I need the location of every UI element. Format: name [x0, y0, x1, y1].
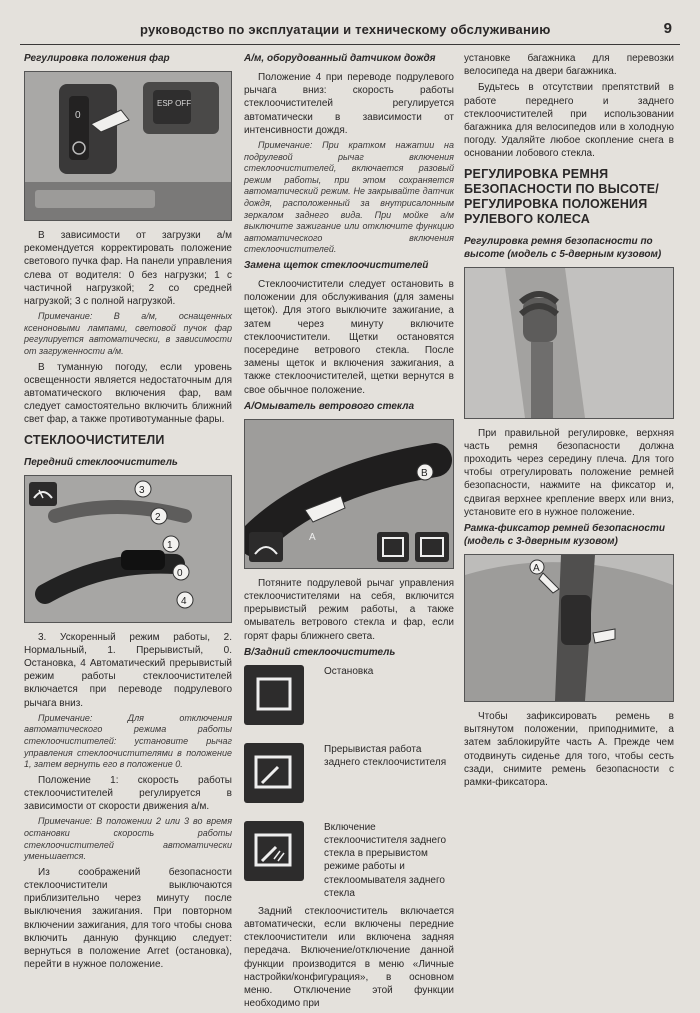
- rain-sensor-subhead: А/м, оборудованный датчиком дождя: [244, 53, 436, 64]
- page-header: [20, 18, 680, 45]
- rain-note: Примечание: При кратком нажатии на подрулевой рычаг включения стеклоочистителей, включается разовый режим работы, при этом сохраняется автоматический режим. Не закрывайте датчик дождя, расположенный за внутрисалонным зеркалом заднего вида. При мойке а/м выключите зажигание или отключите функцию автоматического включения стеклоочистителей.: [244, 140, 454, 255]
- column-middle: [244, 52, 454, 1013]
- wiper-pos-2: 2: [155, 511, 161, 523]
- column-left: [24, 52, 232, 974]
- belt-frame-illustration: [465, 555, 673, 701]
- washer-stalk-illustration: [245, 420, 453, 568]
- blade-paragraph-1: Стеклоочистители следует остановить в положении для обслуживания (для замены щеток). Для этого выключите зажигание, а затем через минуту включите стеклоочистители. Щетки остановятся посередине ветрового стекла. После замены щеток и включения зажигания, а также стеклоочистителей, щетки вернутся в свое обычное положение.: [244, 278, 454, 396]
- continued-paragraph-2: Будьтесь в отсутствии препятствий в работе переднего и заднего стеклоочистителей при использовании багажника для велосипедов или в холодную погоду. Удаляйте любое скопление снега в основании лобового стекла.: [464, 82, 674, 160]
- rain-paragraph-1: Положение 4 при переводе подрулевого рычага вниз: скорость работы стеклоочистителей регулируется автоматически в зависимости от интенсивности дождя.: [244, 72, 454, 136]
- wiper-note-2: Примечание: В положении 2 или 3 во время остановки скорость работы стеклоочистителей автоматически уменьшается.: [24, 816, 232, 862]
- belt-height-photo: [464, 267, 674, 419]
- rear-icon-3-text: Включение стеклоочистителя заднего стекла в прерывистом режиме работы и стеклоомывателя заднего стекла: [324, 821, 447, 899]
- headlight-subhead: Регулировка положения фар: [24, 53, 170, 64]
- blade-subhead: Замена щеток стеклоочистителей: [244, 259, 429, 271]
- header-title: руководство по эксплуатации и техническому обслуживанию: [140, 22, 551, 37]
- washer-label-b: B: [421, 467, 428, 479]
- belt-paragraph-1: При правильной регулировке, верхняя часть ремня безопасности должна проходить через середину плеча. Для того чтобы отрегулировать положение ремней безопасности, нажмите на фиксатор и, сдвигая верхнее крепление вверх или вниз, установите его в нужное положение.: [464, 427, 674, 518]
- column-right: [464, 52, 674, 792]
- washer-label-a: A: [309, 531, 316, 543]
- wiper-pos-4: 4: [181, 595, 187, 607]
- continued-paragraph-1: установке багажника для перевозки велосипеда на двери багажника.: [464, 53, 674, 78]
- wiper-pos-3: 3: [139, 484, 145, 496]
- esp-off-label: ESP OFF: [157, 99, 192, 108]
- rear-wiper-stop-icon: [244, 665, 304, 725]
- belt-frame-photo: [464, 554, 674, 702]
- washer-paragraph-1: Потяните подрулевой рычаг управления стеклоочистителями на себя, включится прерывистый режим работы, а также омыватель ветрового стекла и фар, если горят фары ближнего света.: [244, 577, 454, 642]
- headlight-switch-illustration: [25, 72, 231, 220]
- wiper-paragraph-1: 3. Ускоренный режим работы, 2. Нормальный, 1. Прерывистый, 0. Остановка, 4 Автоматический прерывистый режим работы стеклоочистителей включается при переводе подрулевого рычага вниз.: [24, 631, 232, 709]
- rear-wiper-subhead: В/Задний стеклоочиститель: [244, 646, 396, 658]
- rear-wiper-intermittent-icon: [244, 743, 304, 803]
- headlight-paragraph-2: В туманную погоду, если уровень освещенности является недостаточным для автоматического включения фар, вам следует самостоятельно включить ближний свет фар, а также противотуманные фары.: [24, 361, 232, 426]
- belt-height-illustration: [465, 268, 673, 418]
- rear-icon-1-text: Остановка: [324, 665, 374, 677]
- headlight-note: Примечание: В а/м, оснащенных ксеноновыми лампами, световой пучок фар регулируется автоматически, в зависимости от загруженности а/м.: [24, 311, 232, 356]
- headlight-paragraph-1: В зависимости от загрузки а/м рекомендуется корректировать положение светового пучка фар. На панели управления слева от водителя: 0 без нагрузки; 1 с частичной нагрузкой; 2 со средней нагрузкой; 3 с полной нагрузкой.: [24, 230, 232, 308]
- frame-label-a: A: [533, 563, 540, 575]
- dial-zero-label: 0: [75, 110, 81, 121]
- rear-icon-row-intermittent: [244, 743, 454, 809]
- headlight-switch-photo: [24, 71, 232, 221]
- wiper-stalk-photo: [24, 475, 232, 623]
- washer-stalk-photo: [244, 419, 454, 569]
- rear-icon-row-washer: [244, 821, 454, 899]
- rear-icon-2-text: Прерывистая работа заднего стеклоочистителя: [324, 743, 447, 768]
- rear-icon-row-stop: [244, 665, 454, 731]
- wiper-pos-1: 1: [167, 539, 173, 551]
- rear-paragraph-1: Задний стеклоочиститель включается автоматически, если включены передние стеклоочистители или включена задняя передача. Включение/отключение данной функции производится в меню «Личные настройки/конфигурация», в основном меню. Отключение этой функции необходимо при: [244, 905, 454, 1010]
- wiper-note-1: Примечание: Для отключения автоматического режима работы стеклоочистителей: установите рычаг управления стеклоочистителями в положение 1, затем вернуть его в положение 0.: [24, 712, 232, 770]
- wiper-paragraph-3: Из соображений безопасности стеклоочистители выключаются приблизительно через минуту после выключения зажигания. При повторном включении зажигания, для того чтобы снова включить данную функцию следует: вернуться в положение Arret (остановка), перейти в нужное положение.: [24, 866, 232, 971]
- wiper-stalk-illustration: [25, 476, 231, 622]
- belt-height-subhead: Регулировка ремня безопасности по высоте (модель с 5-дверным кузовом): [464, 235, 662, 260]
- page-number: 9: [663, 20, 672, 37]
- belt-frame-subhead: Рамка-фиксатор ремней безопасности (модель с 3-дверным кузовом): [464, 523, 665, 548]
- belt-section-title: РЕГУЛИРОВКА РЕМНЯ БЕЗОПАСНОСТИ ПО ВЫСОТЕ/РЕГУЛИРОВКА ПОЛОЖЕНИЯ РУЛЕВОГО КОЛЕСА: [464, 166, 659, 226]
- wipers-section-title: СТЕКЛООЧИСТИТЕЛИ: [24, 432, 165, 447]
- front-wiper-subhead: Передний стеклоочиститель: [24, 456, 178, 468]
- wiper-pos-0: 0: [177, 567, 183, 579]
- washer-subhead: А/Омыватель ветрового стекла: [244, 400, 415, 412]
- rear-washer-icon: [244, 821, 304, 881]
- wiper-paragraph-2: Положение 1: скорость работы стеклоочистителей регулируется в зависимости от скорости движения а/м.: [24, 774, 232, 813]
- frame-paragraph-1: Чтобы зафиксировать ремень в вытянутом положении, приподнимите, а затем заблокируйте часть А. Прежде чем отодвинуть сиденье для того, чтобы сесть сзади, снимите ремень безопасности с рамки-фиксатора.: [464, 711, 674, 789]
